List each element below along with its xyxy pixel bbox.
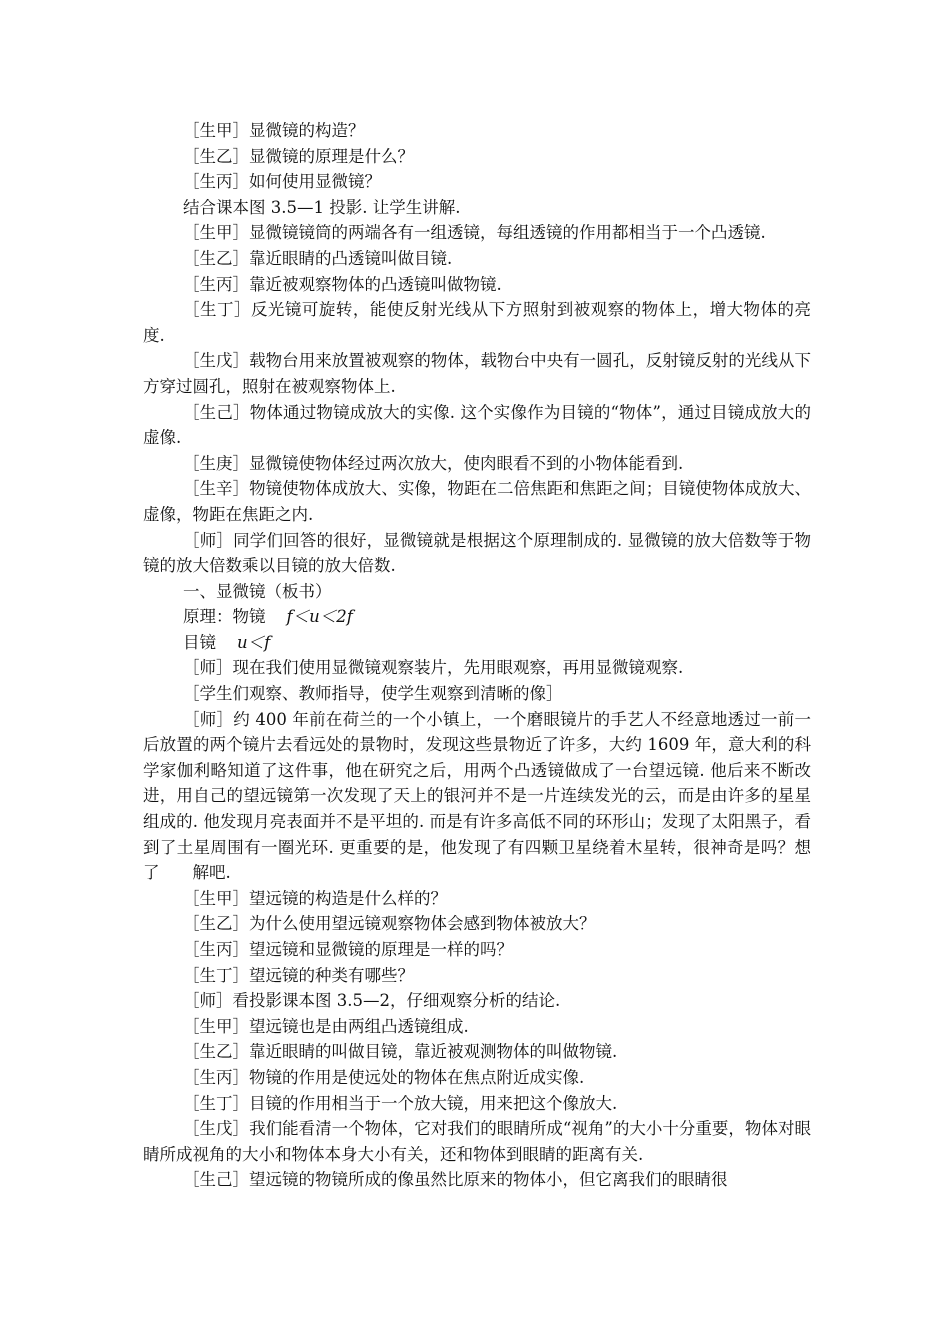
paragraph: ［生辛］物镜使物体成放大、实像，物距在二倍焦距和焦距之间；目镜使物体成放大、虚像，物距在焦距之内. <box>143 479 811 524</box>
paragraph: ［生甲］望远镜也是由两组凸透镜组成. <box>183 1016 469 1036</box>
paragraph: ［生庚］显微镜使物体经过两次放大，使肉眼看不到的小物体能看到. <box>183 453 684 473</box>
paragraph: ［生丁］反光镜可旋转，能使反射光线从下方照射到被观察的物体上，增大物体的亮度. <box>143 300 811 345</box>
principle-label: 原理：物镜 <box>183 607 266 627</box>
paragraph: ［生乙］靠近眼睛的叫做目镜，靠近被观测物体的叫做物镜. <box>183 1042 618 1062</box>
paragraph: ［生丁］望远镜的种类有哪些？ <box>183 965 414 985</box>
paragraph: ［生丙］如何使用显微镜？ <box>183 172 381 192</box>
paragraph: 结合课本图 3.5—1 投影. 让学生讲解. <box>183 197 461 217</box>
paragraph: ［生戊］载物台用来放置被观察的物体，载物台中央有一圆孔，反射镜反射的光线从下方穿过圆孔，照射在被观察物体上. <box>143 351 811 396</box>
eyepiece-label: 目镜 <box>183 632 216 652</box>
paragraph: ［师］现在我们使用显微镜观察装片，先用眼观察，再用显微镜观察. <box>183 658 684 678</box>
paragraph: ［生乙］为什么使用望远镜观察物体会感到物体被放大？ <box>183 914 596 934</box>
principle-formula: f＜u＜2f <box>286 607 353 627</box>
paragraph: ［生乙］显微镜的原理是什么？ <box>183 146 414 166</box>
paragraph: ［生丁］目镜的作用相当于一个放大镜，用来把这个像放大. <box>183 1093 618 1113</box>
paragraph: ［师］看投影课本图 3.5—2，仔细观察分析的结论. <box>183 991 561 1011</box>
paragraph: ［生己］物体通过物镜成放大的实像. 这个实像作为目镜的“物体”，通过目镜成放大的虚像. <box>143 402 811 448</box>
paragraph: ［生丙］望远镜和显微镜的原理是一样的吗？ <box>183 940 513 959</box>
paragraph: ［师］约 400 年前在荷兰的一个小镇上，一个磨眼镜片的手艺人不经意地透过一前一后放置的两个镜片去看远处的景物时，发现这些景物近了许多，大约 1609 年，意大利的科学家伽利略知道了这件事，他在研究之后，用两个凸透镜做成了一台望远镜. 他后来不断改进，用自己的望远镜第一次发现了天上的银河并不是一片连续发光的云，而是由许多的星星组成的. 他发现月亮表面并不是平坦的. 而是有许多高低不同的环形山；发现了太阳黑子，看到了土星周围有一圈光环. 更重要的是，他发现了有四颗卫星绕着木星转，很神奇是吗？想了 解吧. <box>143 709 811 883</box>
eyepiece-line <box>143 630 811 656</box>
paragraph: ［生乙］靠近眼睛的凸透镜叫做目镜. <box>183 248 453 268</box>
paragraph: ［生丙］物镜的作用是使远处的物体在焦点附近成实像. <box>183 1067 585 1087</box>
paragraph: ［学生们观察、教师指导，使学生观察到清晰的像］ <box>183 684 563 704</box>
paragraph: ［生己］望远镜的物镜所成的像虽然比原来的物体小，但它离我们的眼睛很 <box>183 1170 728 1190</box>
paragraph: ［生甲］显微镜镜筒的两端各有一组透镜，每组透镜的作用都相当于一个凸透镜. <box>183 223 766 243</box>
paragraph: ［师］同学们回答的很好，显微镜就是根据这个原理制成的. 显微镜的放大倍数等于物镜的放大倍数乘以目镜的放大倍数. <box>143 530 811 576</box>
paragraph: ［生丙］靠近被观察物体的凸透镜叫做物镜. <box>183 274 502 294</box>
eyepiece-formula: u＜f <box>236 632 271 652</box>
paragraph: ［生戊］我们能看清一个物体，它对我们的眼睛所成“视角”的大小十分重要，物体对眼睛所成视角的大小和物体本身大小有关，还和物体到眼睛的距离有关. <box>143 1119 811 1164</box>
paragraph: ［生甲］望远镜的构造是什么样的？ <box>183 888 447 908</box>
document-body <box>143 118 811 1193</box>
section-heading: 一、显微镜（板书） <box>183 581 332 601</box>
paragraph: ［生甲］显微镜的构造？ <box>183 121 365 140</box>
principle-line <box>143 604 811 630</box>
